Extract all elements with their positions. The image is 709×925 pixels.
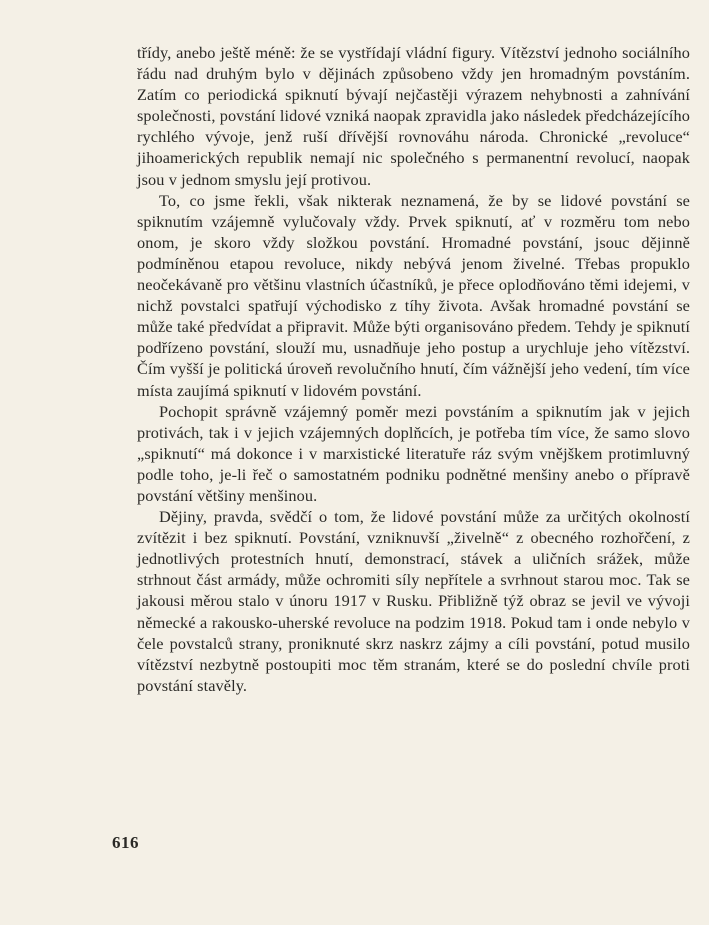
page-number: 616 [112, 833, 139, 852]
paragraph-continuation: třídy, anebo ještě méně: že se vystřídají vládní figury. Vítězství jednoho sociálního řádu nad druhým bylo v dějinách způsobeno vždy jen hromadným povstáním. Zatím co periodická spiknutí bývají nejčastěji výrazem nehybnosti a zahnívání společnosti, povstání lidové vzniká naopak zpravidla jako následek předcházejícího rychlého vývoje, jenž ruší dřívější rovnováhu národa. Chronické „revoluce“ jihoamerických republik nemají nic společného s permanentní revolucí, naopak jsou v jednom smyslu její protivou. [137, 43, 690, 189]
paragraph: To, co jsme řekli, však nikterak neznamená, že by se lidové povstání se spiknutím vzájemně vylučovaly vždy. Prvek spiknutí, ať v rozměru tom nebo onom, je skoro vždy složkou povstání. Hromadné povstání, jsouc dějinně podmíněnou etapou revoluce, nikdy nebývá jenom živelné. Třebas propuklo neočekávaně pro většinu vlastních účastníků, je přece oplodňováno těmi idejemi, v nichž povstalci spatřují východisko z tíhy života. Avšak hromadné povstání se může také předvídat a připravit. Může býti organisováno předem. Tehdy je spiknutí podřízeno povstání, slouží mu, usnadňuje jeho postup a urychluje jeho vítězství. Čím vyšší je politická úroveň revolučního hnutí, čím vážnější jeho vedení, tím více místa zaujímá spiknutí v lidovém povstání. [137, 190, 690, 400]
paragraph: Dějiny, pravda, svědčí o tom, že lidové povstání může za určitých okolností zvítězit i bez spiknutí. Povstání, vzniknuvší „živelně“ z obecného rozhořčení, z jednotlivých protestních hnutí, demonstrací, stávek a uličních srážek, může strhnout část armády, může ochromiti síly nepřítele a svrhnout starou moc. Tak se jakousi měrou stalo v únoru 1917 v Rusku. Přibližně týž obraz se jevil ve vývoji německé a rakousko-uherské revoluce na podzim 1918. Pokud tam i onde nebylo v čele povstalců strany, proniknuté skrz naskrz zájmy a cíli povstání, potud musilo vítězství nezbytně postoupiti moc těm stranám, které se do poslední chvíle proti povstání stavěly. [137, 507, 690, 695]
body-text [137, 42, 690, 696]
paragraph: Pochopit správně vzájemný poměr mezi povstáním a spiknutím jak v jejich protivách, tak i v jejich vzájemných doplňcích, je potřeba tím více, že samo slovo „spiknutí“ má dokonce i v marxistické literatuře ráz svým vnějškem protimluvný podle toho, je-li řeč o samostatném podniku podnětné menšiny anebo o přípravě povstání většiny menšinou. [137, 401, 690, 505]
